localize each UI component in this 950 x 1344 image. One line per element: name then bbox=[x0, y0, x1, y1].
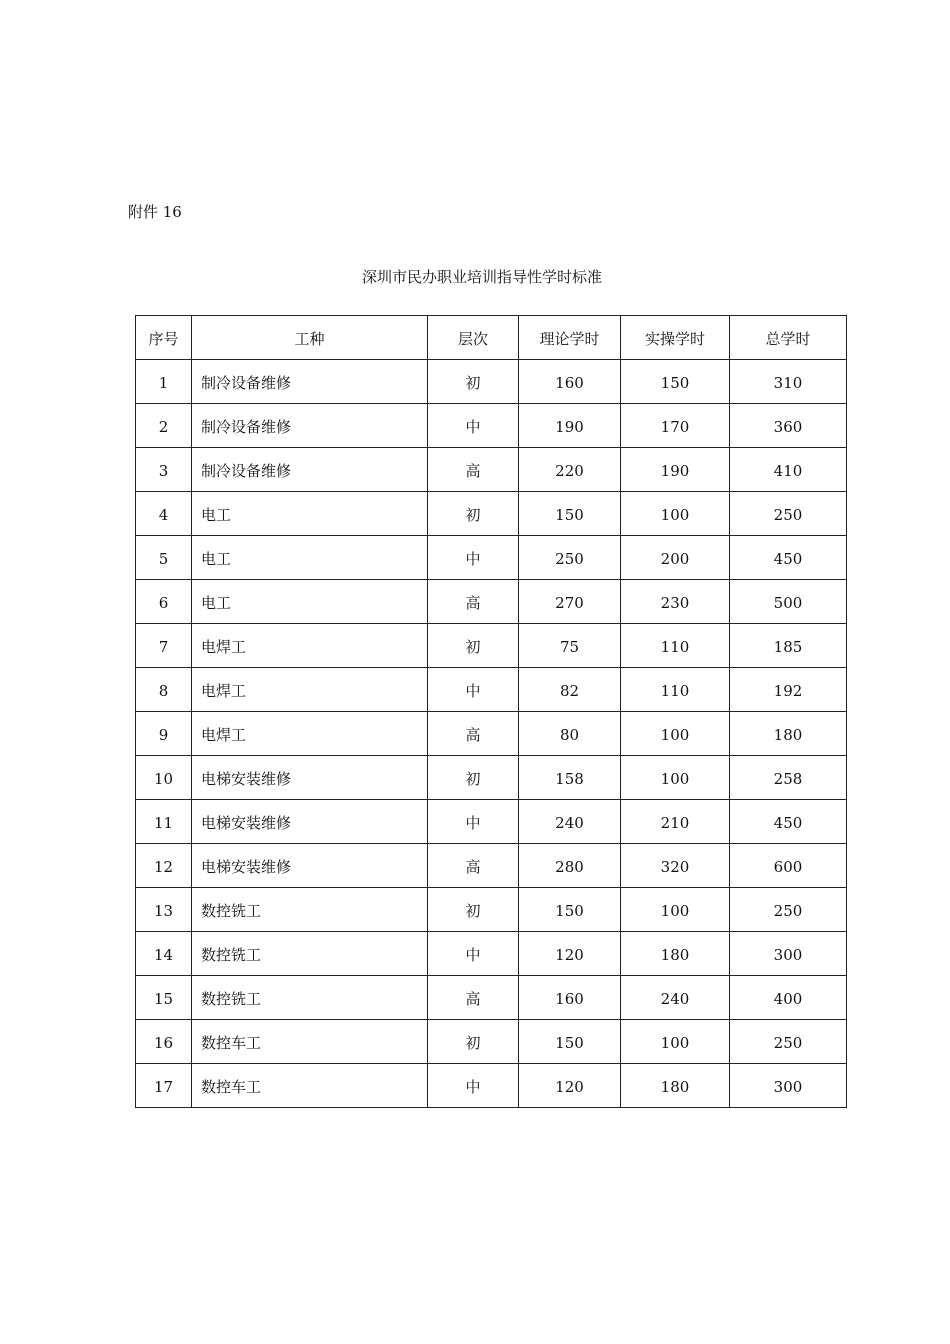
cell-level: 中 bbox=[428, 536, 519, 580]
cell-theory-hours: 280 bbox=[519, 844, 621, 888]
cell-theory-hours: 150 bbox=[519, 492, 621, 536]
table-row bbox=[136, 756, 847, 800]
cell-no: 8 bbox=[136, 668, 192, 712]
cell-practice-hours: 110 bbox=[621, 624, 730, 668]
cell-total-hours: 360 bbox=[730, 404, 847, 448]
cell-total-hours: 180 bbox=[730, 712, 847, 756]
cell-type: 数控铣工 bbox=[192, 932, 428, 976]
cell-type: 电焊工 bbox=[192, 712, 428, 756]
cell-theory-hours: 270 bbox=[519, 580, 621, 624]
cell-total-hours: 258 bbox=[730, 756, 847, 800]
cell-theory-hours: 160 bbox=[519, 360, 621, 404]
cell-total-hours: 192 bbox=[730, 668, 847, 712]
cell-no: 5 bbox=[136, 536, 192, 580]
cell-type: 数控铣工 bbox=[192, 888, 428, 932]
cell-level: 中 bbox=[428, 404, 519, 448]
cell-level: 高 bbox=[428, 976, 519, 1020]
cell-total-hours: 400 bbox=[730, 976, 847, 1020]
cell-theory-hours: 75 bbox=[519, 624, 621, 668]
cell-theory-hours: 160 bbox=[519, 976, 621, 1020]
cell-no: 6 bbox=[136, 580, 192, 624]
cell-no: 7 bbox=[136, 624, 192, 668]
cell-practice-hours: 170 bbox=[621, 404, 730, 448]
cell-no: 12 bbox=[136, 844, 192, 888]
attachment-label: 附件 16 bbox=[128, 203, 182, 221]
cell-practice-hours: 180 bbox=[621, 1064, 730, 1108]
cell-practice-hours: 100 bbox=[621, 712, 730, 756]
cell-theory-hours: 150 bbox=[519, 1020, 621, 1064]
cell-no: 1 bbox=[136, 360, 192, 404]
table-row bbox=[136, 932, 847, 976]
table-row bbox=[136, 668, 847, 712]
cell-level: 初 bbox=[428, 1020, 519, 1064]
table-row bbox=[136, 1064, 847, 1108]
cell-no: 11 bbox=[136, 800, 192, 844]
header-total-hours: 总学时 bbox=[730, 316, 847, 360]
table-row bbox=[136, 976, 847, 1020]
cell-no: 17 bbox=[136, 1064, 192, 1108]
cell-level: 中 bbox=[428, 800, 519, 844]
cell-level: 初 bbox=[428, 888, 519, 932]
cell-practice-hours: 240 bbox=[621, 976, 730, 1020]
cell-type: 电工 bbox=[192, 536, 428, 580]
table-row bbox=[136, 624, 847, 668]
table-body bbox=[136, 360, 847, 1108]
cell-total-hours: 450 bbox=[730, 536, 847, 580]
cell-practice-hours: 150 bbox=[621, 360, 730, 404]
cell-total-hours: 185 bbox=[730, 624, 847, 668]
table-header-row bbox=[136, 316, 847, 360]
cell-practice-hours: 230 bbox=[621, 580, 730, 624]
cell-type: 电工 bbox=[192, 580, 428, 624]
cell-type: 制冷设备维修 bbox=[192, 404, 428, 448]
cell-practice-hours: 180 bbox=[621, 932, 730, 976]
cell-type: 数控铣工 bbox=[192, 976, 428, 1020]
cell-theory-hours: 150 bbox=[519, 888, 621, 932]
table-row bbox=[136, 712, 847, 756]
cell-theory-hours: 120 bbox=[519, 1064, 621, 1108]
header-type: 工种 bbox=[192, 316, 428, 360]
table-row bbox=[136, 1020, 847, 1064]
cell-total-hours: 300 bbox=[730, 1064, 847, 1108]
table-row bbox=[136, 448, 847, 492]
cell-total-hours: 300 bbox=[730, 932, 847, 976]
cell-total-hours: 600 bbox=[730, 844, 847, 888]
document-title: 深圳市民办职业培训指导性学时标准 bbox=[361, 268, 602, 286]
cell-level: 高 bbox=[428, 712, 519, 756]
cell-practice-hours: 100 bbox=[621, 756, 730, 800]
header-theory-hours: 理论学时 bbox=[519, 316, 621, 360]
training-hours-table bbox=[135, 315, 847, 1108]
cell-theory-hours: 82 bbox=[519, 668, 621, 712]
cell-practice-hours: 110 bbox=[621, 668, 730, 712]
cell-no: 3 bbox=[136, 448, 192, 492]
cell-total-hours: 250 bbox=[730, 888, 847, 932]
cell-theory-hours: 220 bbox=[519, 448, 621, 492]
cell-practice-hours: 320 bbox=[621, 844, 730, 888]
cell-type: 制冷设备维修 bbox=[192, 360, 428, 404]
cell-level: 初 bbox=[428, 492, 519, 536]
cell-type: 电工 bbox=[192, 492, 428, 536]
table-row bbox=[136, 492, 847, 536]
cell-total-hours: 310 bbox=[730, 360, 847, 404]
cell-practice-hours: 210 bbox=[621, 800, 730, 844]
cell-no: 14 bbox=[136, 932, 192, 976]
cell-total-hours: 250 bbox=[730, 492, 847, 536]
cell-theory-hours: 240 bbox=[519, 800, 621, 844]
cell-no: 15 bbox=[136, 976, 192, 1020]
cell-theory-hours: 120 bbox=[519, 932, 621, 976]
cell-type: 电焊工 bbox=[192, 668, 428, 712]
cell-practice-hours: 190 bbox=[621, 448, 730, 492]
cell-total-hours: 500 bbox=[730, 580, 847, 624]
cell-level: 中 bbox=[428, 668, 519, 712]
cell-type: 电梯安装维修 bbox=[192, 844, 428, 888]
table-row bbox=[136, 404, 847, 448]
cell-practice-hours: 200 bbox=[621, 536, 730, 580]
table-row bbox=[136, 580, 847, 624]
header-no: 序号 bbox=[136, 316, 192, 360]
header-practice-hours: 实操学时 bbox=[621, 316, 730, 360]
cell-type: 电梯安装维修 bbox=[192, 800, 428, 844]
cell-total-hours: 250 bbox=[730, 1020, 847, 1064]
cell-no: 13 bbox=[136, 888, 192, 932]
cell-type: 数控车工 bbox=[192, 1064, 428, 1108]
cell-level: 初 bbox=[428, 624, 519, 668]
cell-level: 初 bbox=[428, 756, 519, 800]
cell-practice-hours: 100 bbox=[621, 1020, 730, 1064]
cell-no: 2 bbox=[136, 404, 192, 448]
table-row bbox=[136, 844, 847, 888]
cell-type: 数控车工 bbox=[192, 1020, 428, 1064]
cell-level: 中 bbox=[428, 932, 519, 976]
table-row bbox=[136, 536, 847, 580]
cell-level: 中 bbox=[428, 1064, 519, 1108]
cell-no: 16 bbox=[136, 1020, 192, 1064]
header-level: 层次 bbox=[428, 316, 519, 360]
cell-no: 9 bbox=[136, 712, 192, 756]
cell-theory-hours: 250 bbox=[519, 536, 621, 580]
cell-no: 10 bbox=[136, 756, 192, 800]
cell-type: 电焊工 bbox=[192, 624, 428, 668]
cell-theory-hours: 80 bbox=[519, 712, 621, 756]
table-row bbox=[136, 360, 847, 404]
cell-practice-hours: 100 bbox=[621, 492, 730, 536]
cell-level: 初 bbox=[428, 360, 519, 404]
cell-type: 制冷设备维修 bbox=[192, 448, 428, 492]
cell-theory-hours: 158 bbox=[519, 756, 621, 800]
cell-type: 电梯安装维修 bbox=[192, 756, 428, 800]
cell-level: 高 bbox=[428, 580, 519, 624]
cell-no: 4 bbox=[136, 492, 192, 536]
table-row bbox=[136, 888, 847, 932]
cell-total-hours: 410 bbox=[730, 448, 847, 492]
cell-level: 高 bbox=[428, 844, 519, 888]
table-row bbox=[136, 800, 847, 844]
cell-practice-hours: 100 bbox=[621, 888, 730, 932]
cell-theory-hours: 190 bbox=[519, 404, 621, 448]
cell-level: 高 bbox=[428, 448, 519, 492]
cell-total-hours: 450 bbox=[730, 800, 847, 844]
